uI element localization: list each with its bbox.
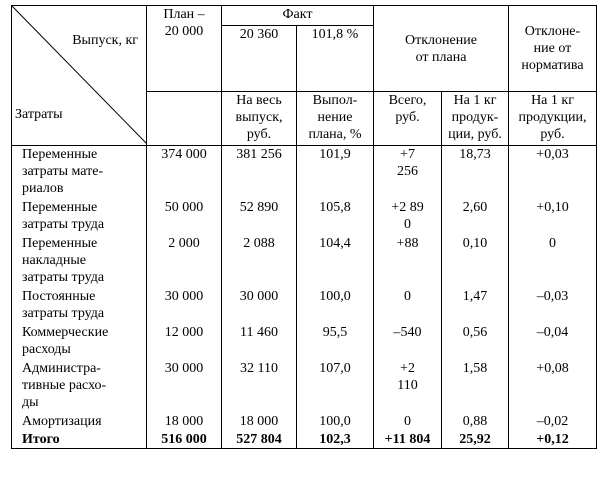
table-row [12,288,597,324]
table-row-total [12,431,597,449]
percent-cell: 101,9 [297,146,374,199]
deviation-per-kg-subheader: На 1 кг продук- ции, руб. [442,92,509,146]
plan-cell: 516 000 [147,431,222,449]
fact-cell: 11 460 [222,324,297,360]
fact-percent-subheader: Выпол- нение плана, % [297,92,374,146]
deviation-cell: –540 [374,324,442,360]
fact-cell: 381 256 [222,146,297,199]
norm-per-kg-subheader: На 1 кг продукции, руб. [509,92,597,146]
fact-cell: 32 110 [222,360,297,413]
norm-cell: +0,12 [509,431,597,449]
cost-analysis-document [11,5,597,449]
deviation-cell: +2 89 0 [374,199,442,235]
table-row [12,324,597,360]
corner-output-label: Выпуск, кг [72,33,138,48]
deviation-per-kg-cell: 1,58 [442,360,509,413]
percent-cell: 104,4 [297,235,374,288]
norm-cell: –0,02 [509,413,597,431]
deviation-per-kg-cell: 0,56 [442,324,509,360]
table-body [12,146,597,449]
deviation-from-plan-header: Отклонение от плана [374,6,509,92]
deviation-per-kg-cell: 0,88 [442,413,509,431]
diagonal-divider [12,6,147,144]
deviation-cell: +88 [374,235,442,288]
plan-output: 20 000 [164,24,204,39]
deviation-cell: 0 [374,288,442,324]
plan-label: План – [163,7,205,22]
plan-cell: 18 000 [147,413,222,431]
table-row [12,199,597,235]
plan-cell: 12 000 [147,324,222,360]
norm-cell: +0,10 [509,199,597,235]
norm-cell: –0,03 [509,288,597,324]
row-label: Переменные затраты труда [12,199,147,235]
deviation-per-kg-cell: 0,10 [442,235,509,288]
fact-cell: 18 000 [222,413,297,431]
norm-cell: 0 [509,235,597,288]
deviation-cell: +7 256 [374,146,442,199]
percent-cell: 102,3 [297,431,374,449]
percent-cell: 100,0 [297,413,374,431]
deviation-cell: 0 [374,413,442,431]
percent-cell: 100,0 [297,288,374,324]
norm-cell: –0,04 [509,324,597,360]
fact-cell: 52 890 [222,199,297,235]
table-header [12,6,597,146]
fact-cell: 527 804 [222,431,297,449]
row-label: Переменные накладные затраты труда [12,235,147,288]
deviation-per-kg-cell: 18,73 [442,146,509,199]
deviation-from-norm-header: Отклоне- ние от норматива [509,6,597,92]
corner-header-cell [12,6,147,146]
fact-output-percent: 101,8 % [297,26,374,92]
plan-cell: 374 000 [147,146,222,199]
row-label: Амортизация [12,413,147,431]
deviation-per-kg-cell: 25,92 [442,431,509,449]
deviation-cell: +11 804 [374,431,442,449]
deviation-per-kg-cell: 1,47 [442,288,509,324]
table-row [12,360,597,413]
fact-cell: 2 088 [222,235,297,288]
row-label: Администра- тивные расхо- ды [12,360,147,413]
deviation-cell: +2 110 [374,360,442,413]
plan-cell: 50 000 [147,199,222,235]
norm-cell: +0,03 [509,146,597,199]
plan-header-cell [147,6,222,92]
deviation-total-subheader: Всего, руб. [374,92,442,146]
table-row [12,146,597,199]
fact-output: 20 360 [222,26,297,92]
plan-subheader-empty [147,92,222,146]
fact-total-subheader: На весь выпуск, руб. [222,92,297,146]
row-label: Переменные затраты мате- риалов [12,146,147,199]
percent-cell: 107,0 [297,360,374,413]
table-row [12,235,597,288]
fact-cell: 30 000 [222,288,297,324]
plan-cell: 30 000 [147,288,222,324]
norm-cell: +0,08 [509,360,597,413]
table-row [12,413,597,431]
deviation-per-kg-cell: 2,60 [442,199,509,235]
row-label: Коммерческие расходы [12,324,147,360]
row-label: Постоянные затраты труда [12,288,147,324]
cost-table [11,5,597,449]
corner-costs-label: Затраты [15,107,63,122]
fact-header: Факт [222,6,374,26]
percent-cell: 95,5 [297,324,374,360]
percent-cell: 105,8 [297,199,374,235]
plan-cell: 2 000 [147,235,222,288]
row-label: Итого [12,431,147,449]
plan-cell: 30 000 [147,360,222,413]
